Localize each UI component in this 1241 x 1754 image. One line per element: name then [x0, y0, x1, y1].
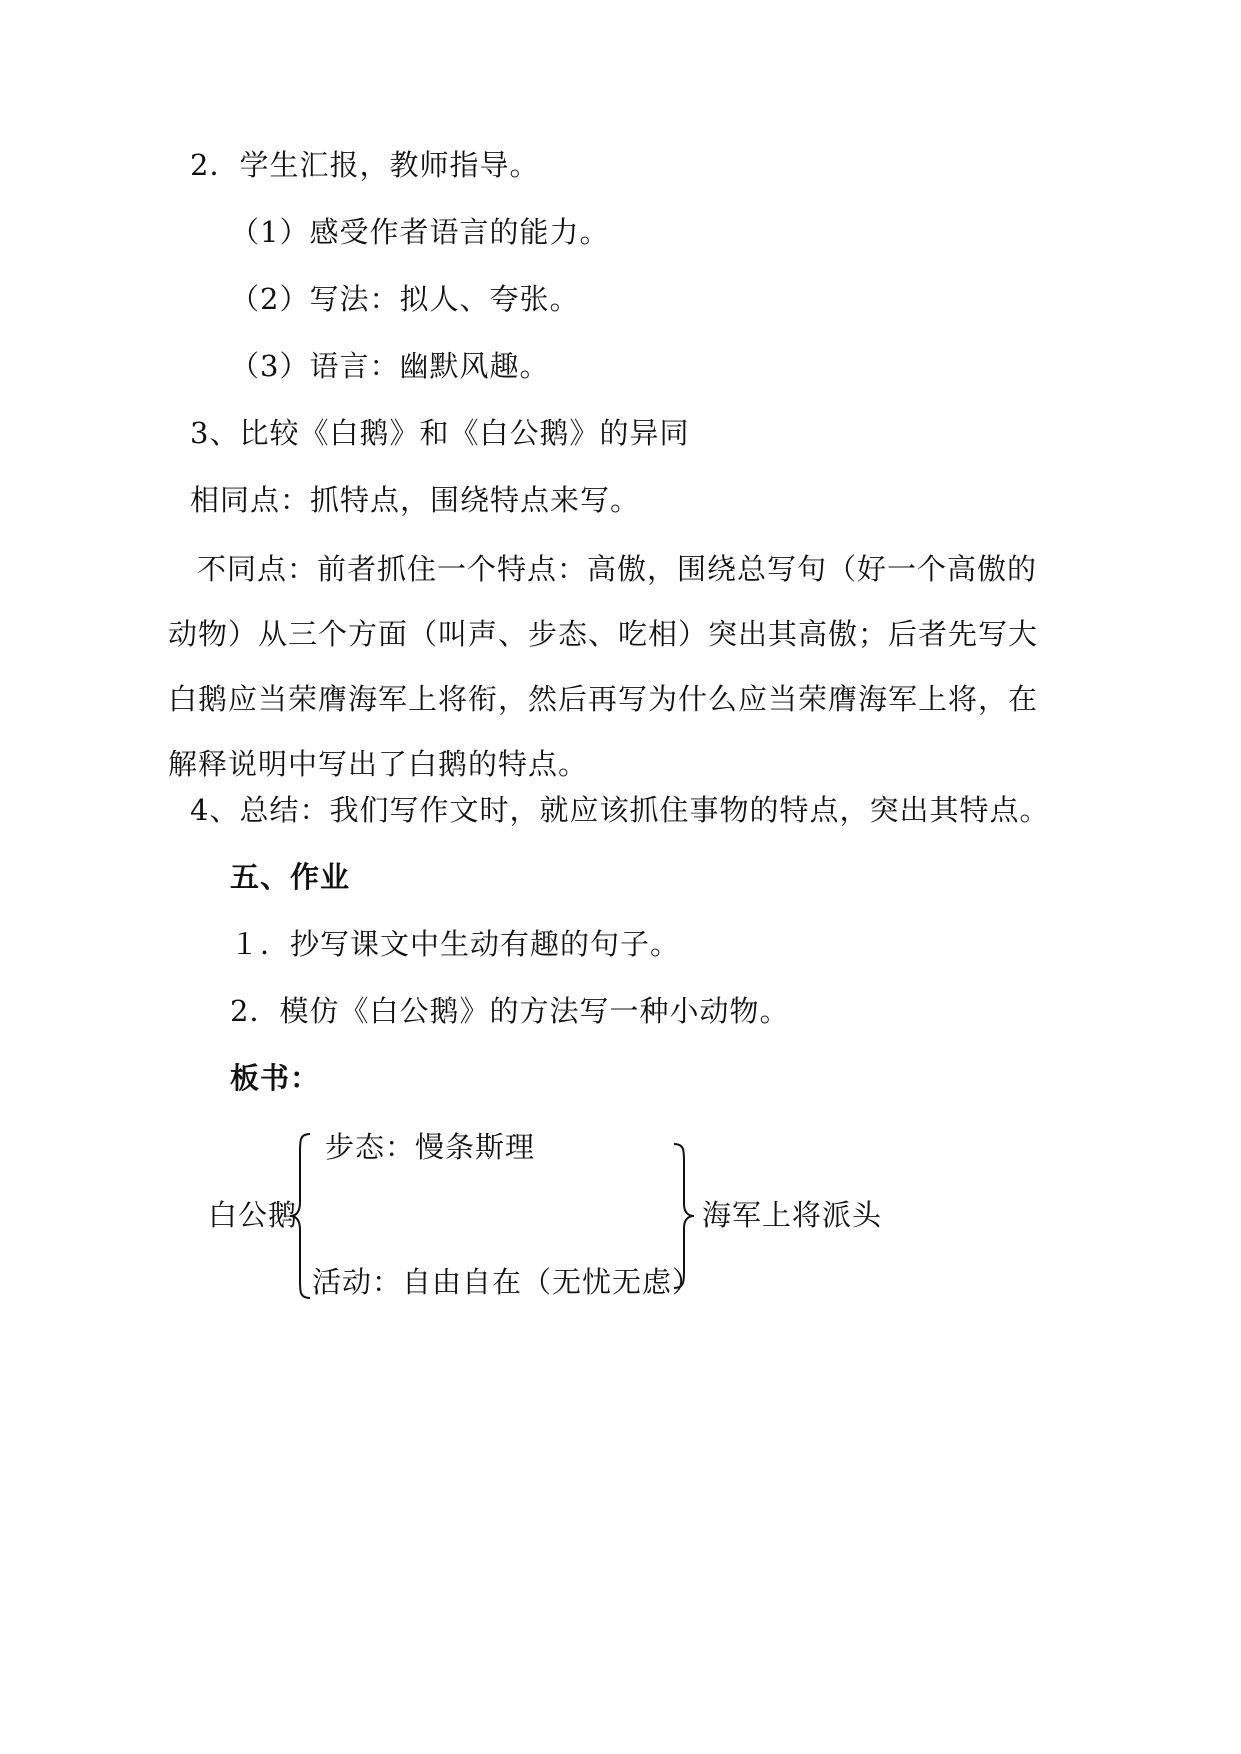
homework-heading: 五、作业 — [230, 860, 351, 894]
step-4-summary: 4、总结：我们写作文时，就应该抓住事物的特点，突出其特点。 — [190, 793, 1050, 827]
board-item-bottom: 活动：自由自在（无忧无虑） — [312, 1265, 703, 1299]
board-center-label: 白公鹅 — [208, 1198, 299, 1232]
right-brace-icon — [672, 1142, 698, 1290]
step-2-heading: 2．学生汇报，教师指导。 — [190, 148, 540, 182]
step-2-item-1: （1）感受作者语言的能力。 — [230, 215, 610, 249]
board-item-top: 步态：慢条斯理 — [325, 1130, 536, 1164]
homework-item-1: １．抄写课文中生动有趣的句子。 — [230, 927, 681, 961]
differences-paragraph — [168, 537, 1048, 797]
step-3-heading: 3、比较《白鹅》和《白公鹅》的异同 — [190, 416, 690, 450]
similarities-paragraph: 相同点：抓特点，围绕特点来写。 — [190, 483, 641, 517]
board-right-label: 海军上将派头 — [702, 1198, 883, 1232]
step-2-item-2: （2）写法：拟人、夸张。 — [230, 282, 580, 316]
left-brace-icon — [288, 1132, 314, 1300]
differences-text: 不同点：前者抓住一个特点：高傲，围绕总写句（好一个高傲的动物）从三个方面（叫声、步态、吃相）突出其高傲；后者先写大白鹅应当荣膺海军上将衔，然后再写为什么应当荣膺海军上将，在解释说明中写出了白鹅的特点。 — [168, 552, 1039, 781]
blackboard-heading: 板书： — [230, 1061, 321, 1095]
homework-item-2: 2．模仿《白公鹅》的方法写一种小动物。 — [230, 994, 790, 1028]
step-2-item-3: （3）语言：幽默风趣。 — [230, 349, 550, 383]
